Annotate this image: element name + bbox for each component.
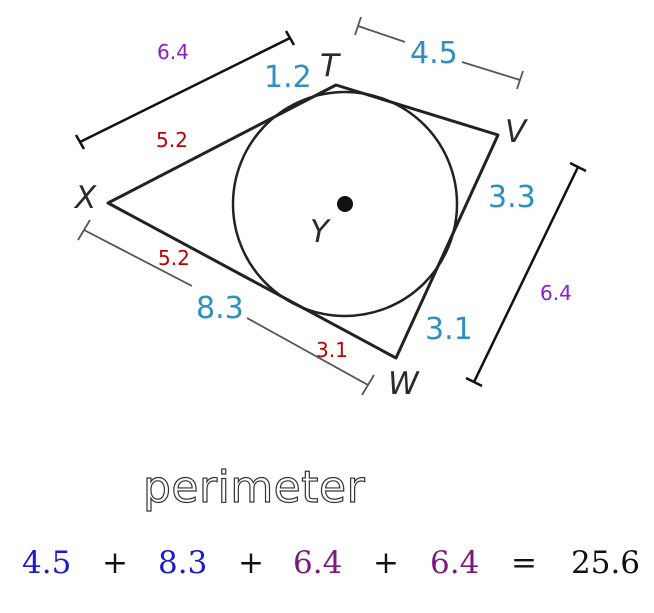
vertex-label-x: X — [75, 180, 97, 216]
equation-term-3: 6.4 — [293, 545, 343, 581]
equation-term-2: 8.3 — [158, 545, 208, 581]
center-point-y — [337, 196, 353, 212]
annotation-3-1: 3.1 — [316, 338, 348, 362]
vertex-label-w: W — [388, 366, 419, 402]
vertex-label-v: V — [505, 114, 527, 150]
perimeter-heading: perimeter — [143, 462, 366, 513]
annotation-5-2-lower: 5.2 — [158, 246, 190, 270]
annotation-5-2-upper: 5.2 — [156, 128, 188, 152]
equation-plus-2: + — [238, 545, 264, 581]
segment-label-3-3: 3.3 — [488, 180, 536, 215]
segment-label-4-5: 4.5 — [410, 36, 458, 71]
perimeter-equation — [0, 545, 654, 593]
vertex-label-t: T — [320, 48, 339, 84]
annotation-6-4-xt: 6.4 — [157, 40, 189, 64]
equation-term-1: 4.5 — [22, 545, 72, 581]
segment-label-3-1: 3.1 — [425, 312, 473, 347]
equation-term-4: 6.4 — [430, 545, 480, 581]
equation-plus-1: + — [102, 545, 128, 581]
center-label-y: Y — [310, 214, 329, 250]
segment-label-8-3: 8.3 — [196, 291, 244, 326]
equation-plus-3: + — [373, 545, 399, 581]
segment-label-1-2: 1.2 — [264, 60, 312, 95]
equation-equals: = — [511, 545, 537, 581]
annotation-6-4-vw: 6.4 — [540, 281, 572, 305]
equation-result: 25.6 — [571, 545, 641, 581]
